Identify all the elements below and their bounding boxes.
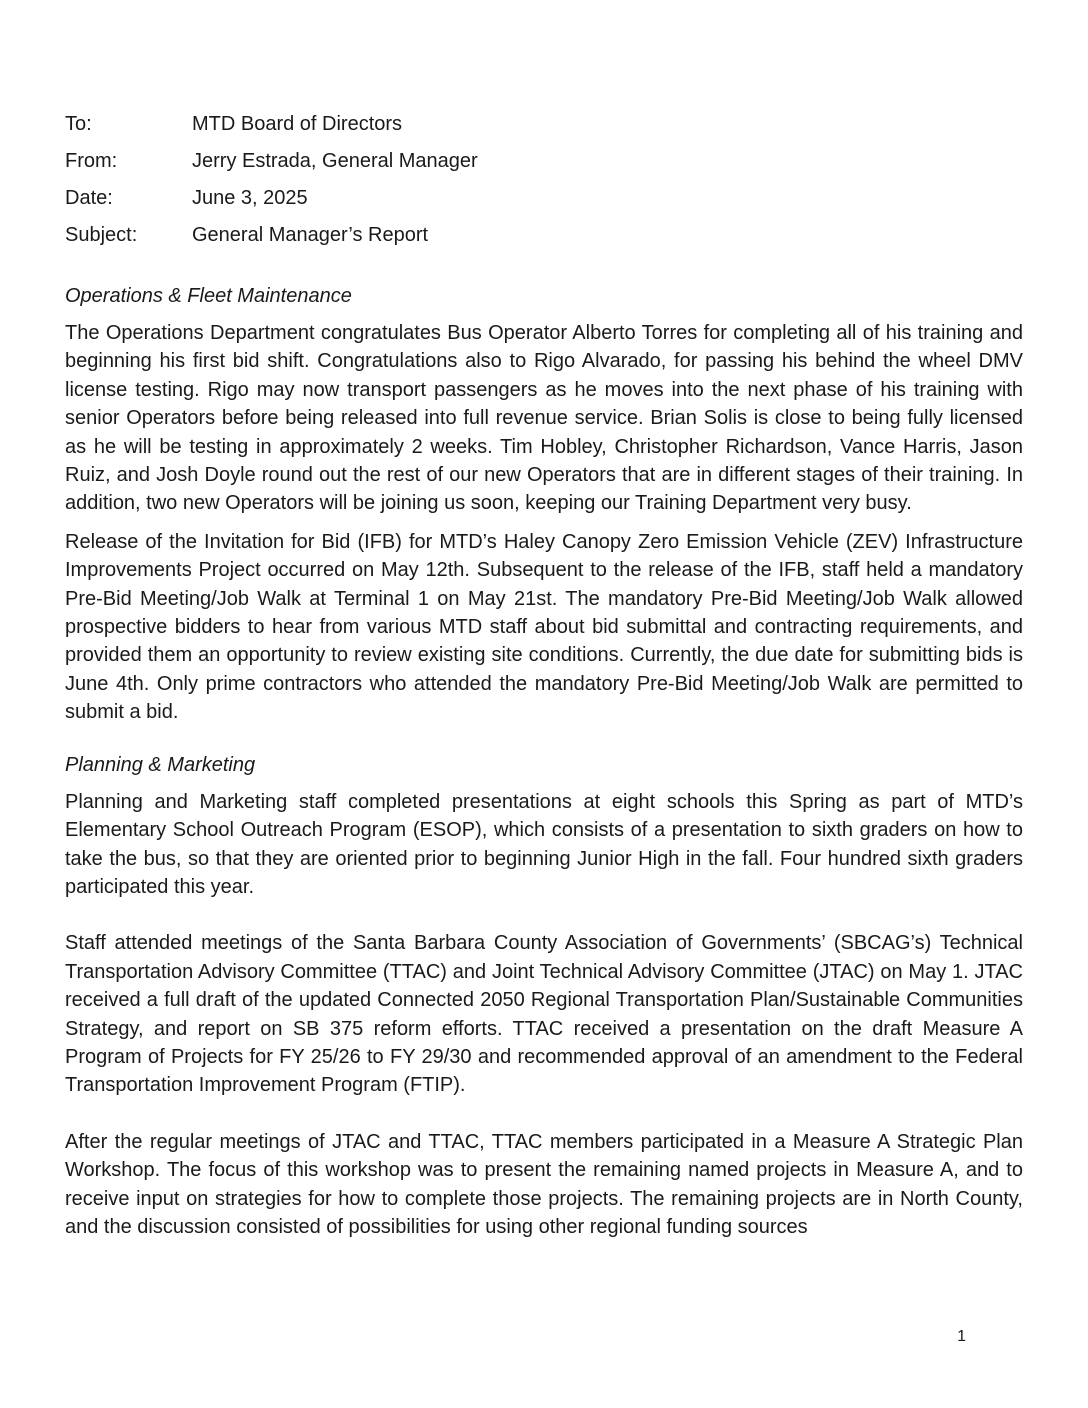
memo-from-label: From: — [65, 150, 118, 172]
memo-header — [65, 106, 1025, 254]
memo-to-row — [65, 106, 1025, 143]
memo-to-value: MTD Board of Directors — [192, 113, 403, 135]
section-heading-planning: Planning & Marketing — [65, 753, 256, 776]
operations-paragraph-1: The Operations Department congratulates Bus Operator Alberto Torres for completing all of his training and beginning his first bid shift. Congratulations also to Rigo Alvarado, for passing his behind the wheel DMV license testing. Rigo may now transport passengers as he moves into the next phase of his training with senior Operators before being released into full revenue service. Brian Solis is close to being fully licensed as he will be testing in approximately 2 weeks. Tim Hobley, Christopher Richardson, Vance Harris, Jason Ruiz, and Josh Doyle round out the rest of our new Operators that are in different stages of their training. In addition, two new Operators will be joining us soon, keeping our Training Department very busy. — [65, 322, 1023, 515]
planning-paragraph-2: Staff attended meetings of the Santa Barbara County Association of Governments’ (SBCAG’s) Technical Transportation Advisory Committee (TTAC) and Joint Technical Advisory Committee (JTAC) on May 1. JTAC received a full draft of the updated Connected 2050 Regional Transportation Plan/Sustainable Communities Strategy, and report on SB 375 reform efforts. TTAC received a presentation on the draft Measure A Program of Projects for FY 25/26 to FY 29/30 and recommended approval of an amendment to the Federal Transportation Improvement Program (FTIP). — [65, 932, 1023, 1097]
memo-to-label: To: — [65, 113, 92, 135]
memo-subject-row — [65, 217, 1025, 254]
memo-date-row — [65, 180, 1025, 217]
memo-subject-value: General Manager’s Report — [192, 224, 429, 246]
memo-subject-label: Subject: — [65, 224, 138, 246]
operations-paragraph-2: Release of the Invitation for Bid (IFB) for MTD’s Haley Canopy Zero Emission Vehicle (ZEV) Infrastructure Improvements Project occurred on May 12th. Subsequent to the release of the IFB, staff held a mandatory Pre-Bid Meeting/Job Walk at Terminal 1 on May 21st. The mandatory Pre-Bid Meeting/Job Walk allowed prospective bidders to hear from various MTD staff about bid submittal and contracting requirements, and provided them an opportunity to review existing site conditions. Currently, the due date for submitting bids is June 4th. Only prime contractors who attended the mandatory Pre-Bid Meeting/Job Walk are permitted to submit a bid. — [65, 530, 1023, 724]
page-number: 1 — [957, 1328, 966, 1345]
section-heading-operations: Operations & Fleet Maintenance — [65, 285, 352, 307]
memo-date-value: June 3, 2025 — [192, 187, 308, 209]
report-body — [65, 282, 1023, 1251]
memo-from-value: Jerry Estrada, General Manager — [192, 150, 478, 172]
planning-paragraph-1: Planning and Marketing staff completed presentations at eight schools this Spring as part of MTD’s Elementary School Outreach Program (ESOP), which consists of a presentation to sixth graders on how to take the bus, so that they are oriented prior to beginning Junior High in the fall. Four hundred sixth graders participated this year. — [65, 790, 1023, 898]
planning-paragraph-3: After the regular meetings of JTAC and TTAC, TTAC members participated in a Measure A Strategic Plan Workshop. The focus of this workshop was to present the remaining named projects in Measure A, and to receive input on strategies for how to complete those projects. The remaining projects are in North County, and the discussion consisted of possibilities for using other regional funding sources — [65, 1130, 1023, 1238]
memo-date-label: Date: — [65, 187, 113, 209]
memo-from-row — [65, 143, 1025, 180]
